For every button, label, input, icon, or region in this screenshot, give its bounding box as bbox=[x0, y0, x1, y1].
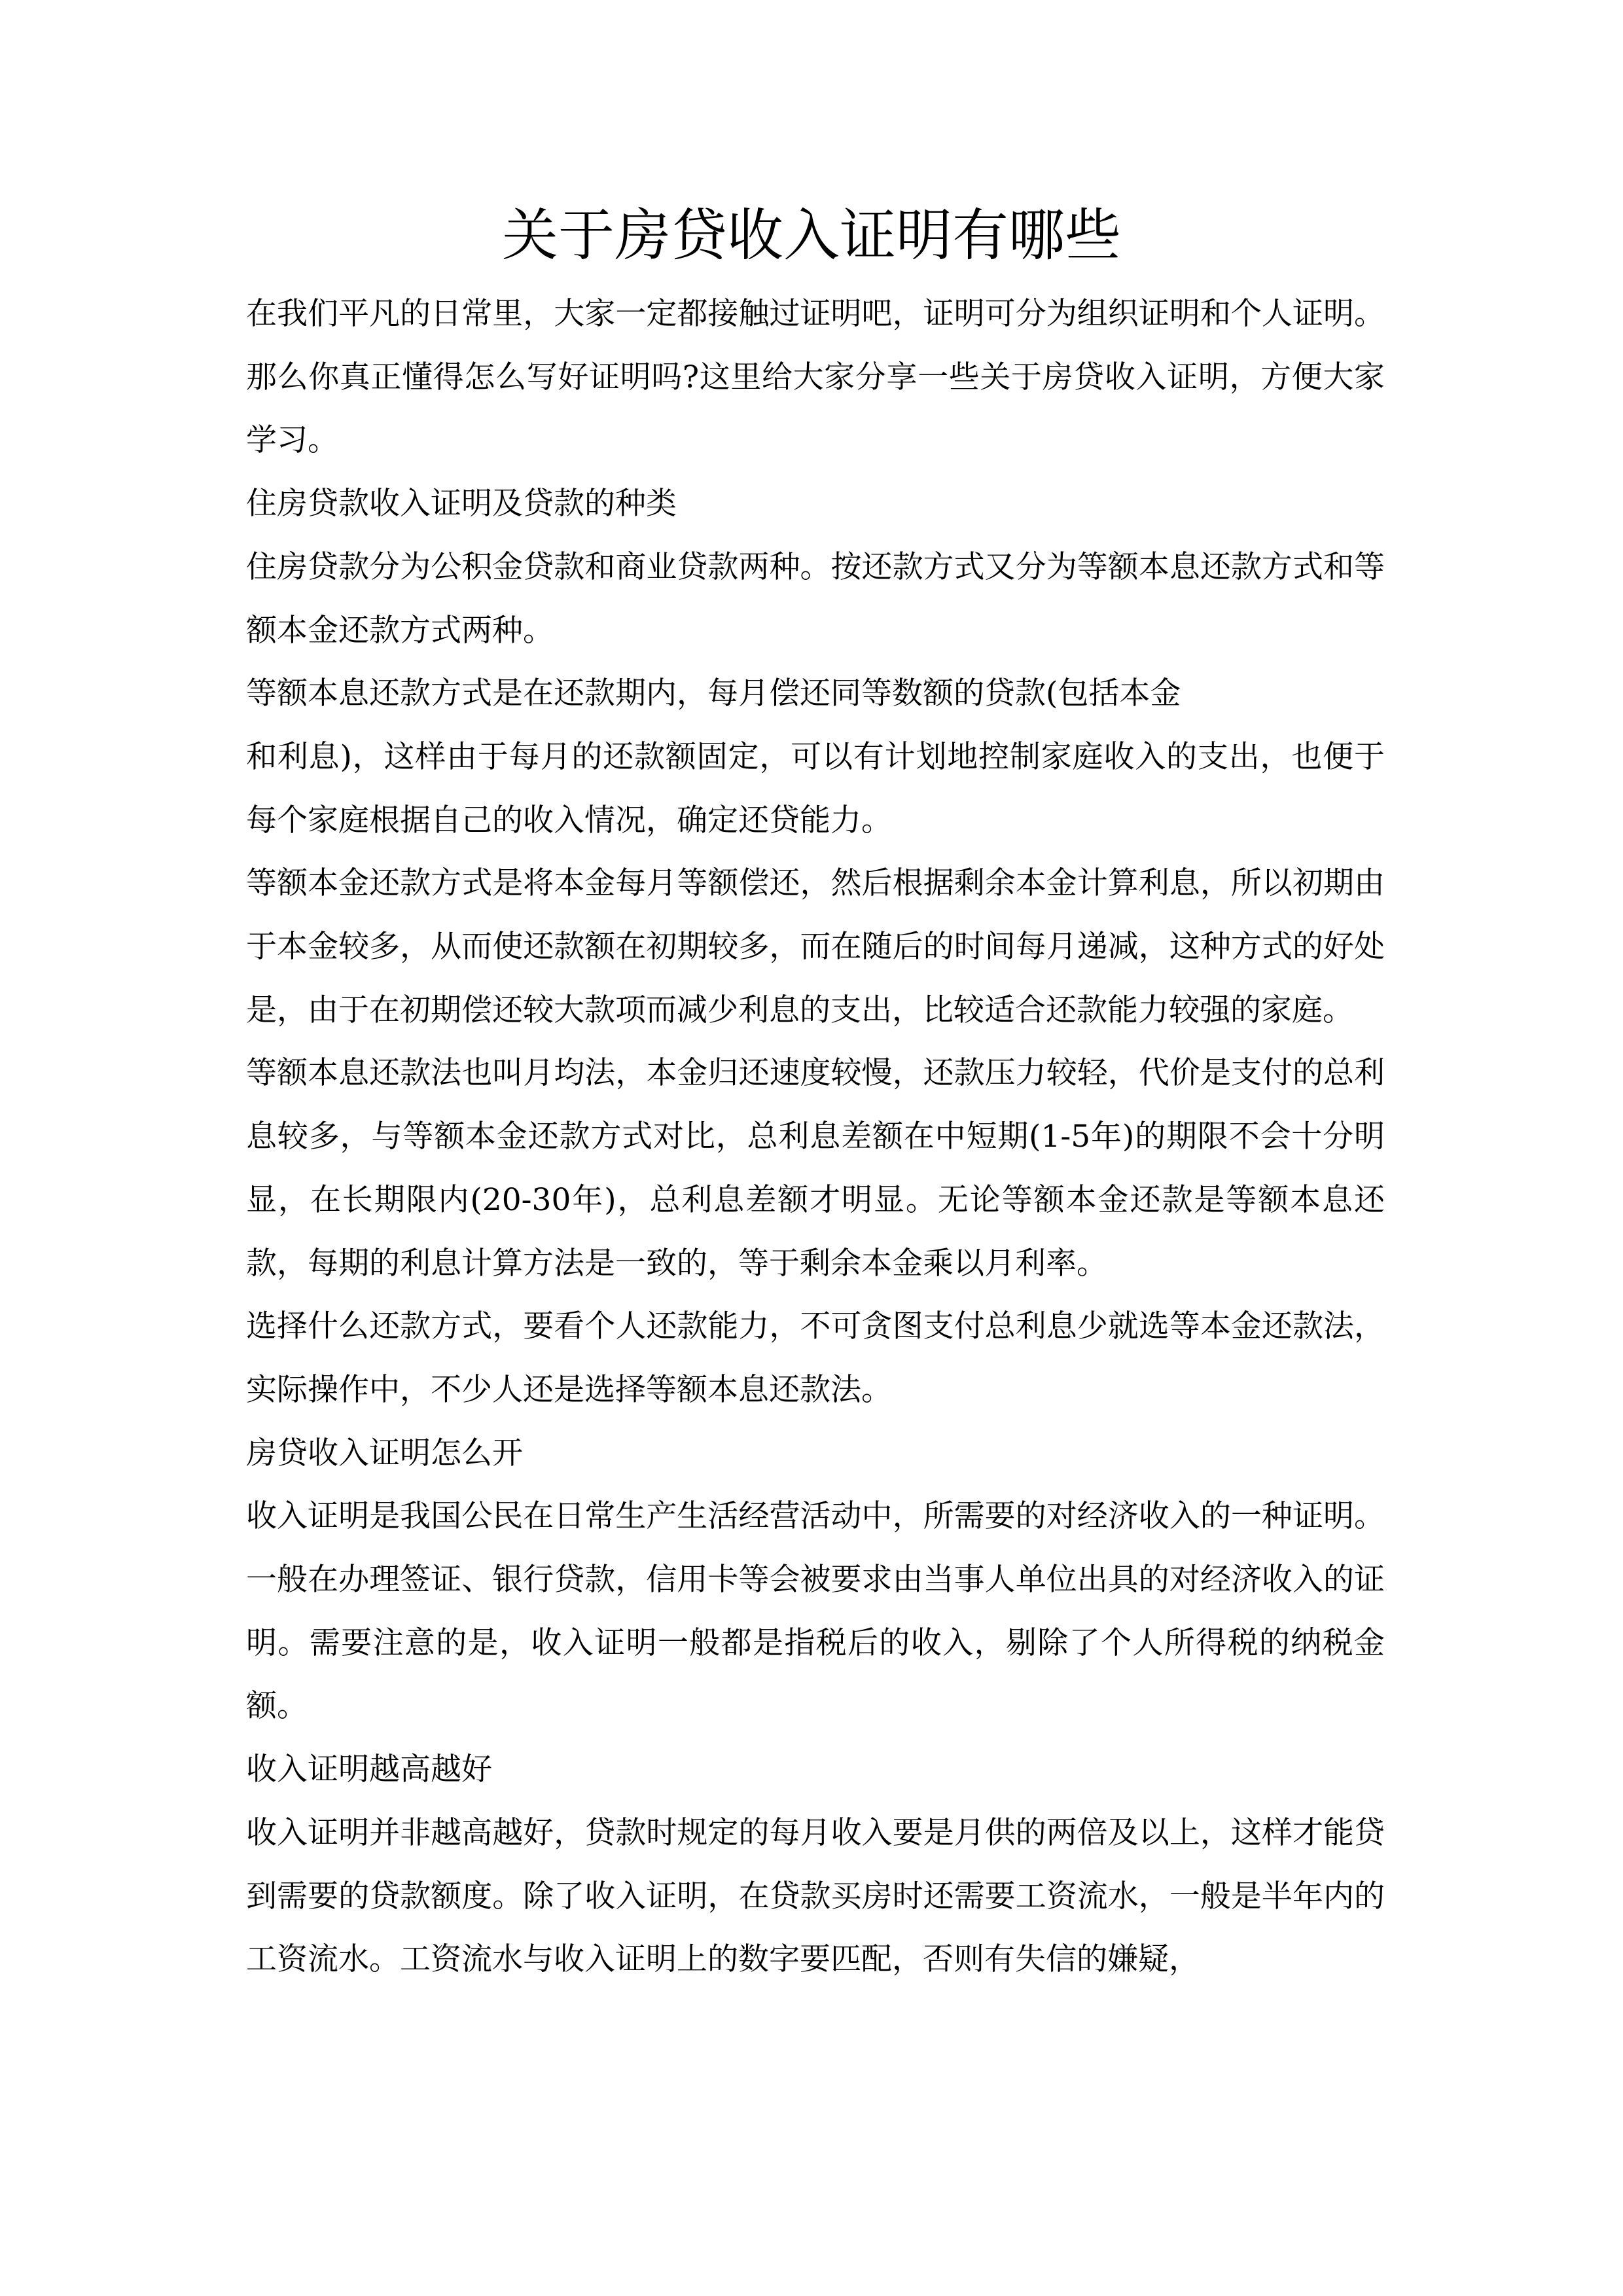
paragraph-choose-method: 选择什么还款方式，要看个人还款能力，不可贪图支付总利息少就选等本金还款法，实际操作中，不少人还是选择等额本息还款法。 bbox=[246, 1308, 1385, 1408]
section-heading-higher-better: 收入证明越高越好 bbox=[246, 1751, 492, 1788]
paragraph-intro: 在我们平凡的日常里，大家一定都接触过证明吧，证明可分为组织证明和个人证明。那么你真正懂得怎么写好证明吗?这里给大家分享一些关于房贷收入证明，方便大家学习。 bbox=[246, 296, 1385, 459]
paragraph-not-higher-better: 收入证明并非越高越好，贷款时规定的每月收入要是月供的两倍及以上，这样才能贷到需要的贷款额度。除了收入证明，在贷款买房时还需要工资流水，一般是半年内的工资流水。工资流水与收入证明上的数字要匹配，否则有失信的嫌疑， bbox=[246, 1814, 1385, 1978]
paragraph-income-proof: 收入证明是我国公民在日常生产生活经营活动中，所需要的对经济收入的一种证明。一般在办理签证、银行贷款，信用卡等会被要求由当事人单位出具的对经济收入的证明。需要注意的是，收入证明一般都是指税后的收入，剔除了个人所得税的纳税金额。 bbox=[246, 1498, 1385, 1725]
document-title: 关于房贷收入证明有哪些 bbox=[502, 203, 1121, 268]
document-body bbox=[246, 283, 1385, 1992]
paragraph-equal-installment-cont: 和利息)，这样由于每月的还款额固定，可以有计划地控制家庭收入的支出，也便于每个家庭根据自己的收入情况，确定还贷能力。 bbox=[246, 738, 1385, 838]
paragraph-monthly-average: 等额本息还款法也叫月均法，本金归还速度较慢，还款压力较轻，代价是支付的总利息较多，与等额本金还款方式对比，总利息差额在中短期(1-5年)的期限不会十分明显，在长期限内(20-30年)，总利息差额才明显。无论等额本金还款是等额本息还款，每期的利息计算方法是一致的，等于剩余本金乘以月利率。 bbox=[246, 1055, 1385, 1282]
paragraph-equal-principal: 等额本金还款方式是将本金每月等额偿还，然后根据剩余本金计算利息，所以初期由于本金较多，从而使还款额在初期较多，而在随后的时间每月递减，这种方式的好处是，由于在初期偿还较大款项而减少利息的支出，比较适合还款能力较强的家庭。 bbox=[246, 865, 1385, 1028]
section-heading-loan-types: 住房贷款收入证明及贷款的种类 bbox=[246, 486, 677, 522]
paragraph-equal-installment-start: 等额本息还款方式是在还款期内，每月偿还同等数额的贷款(包括本金 bbox=[246, 675, 1181, 712]
paragraph-loan-types: 住房贷款分为公积金贷款和商业贷款两种。按还款方式又分为等额本息还款方式和等额本金还款方式两种。 bbox=[246, 548, 1385, 649]
section-heading-how-to-issue: 房贷收入证明怎么开 bbox=[246, 1435, 523, 1471]
